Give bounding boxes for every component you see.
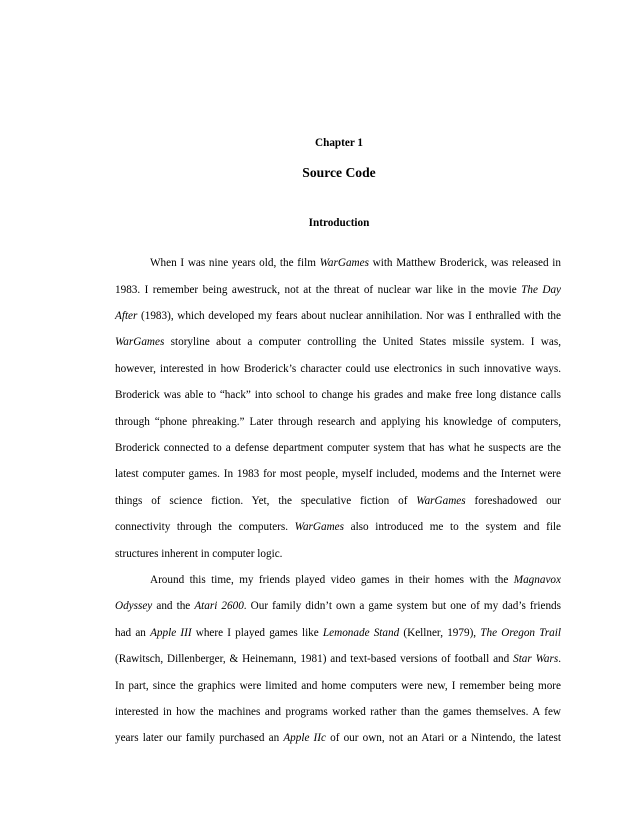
italic-title: WarGames (115, 336, 165, 348)
text-line (115, 733, 561, 744)
text-line (115, 417, 561, 428)
text-line (115, 549, 561, 560)
text-run: . (558, 653, 561, 665)
italic-title: Magnavox (513, 574, 561, 586)
italic-title: WarGames (294, 521, 344, 533)
text-run: Broderick connected to a defense department computer system that has what he suspects are the (115, 442, 561, 454)
text-run: In part, since the graphics were limited and home computers were new, I remember being more (115, 680, 561, 692)
text-line (115, 337, 561, 348)
italic-title: Star Wars (513, 653, 559, 665)
text-run: of our own, not an Atari or a Nintendo, the latest (325, 732, 561, 744)
text-line (115, 469, 561, 480)
text-run: Broderick was able to “hack” into school to change his grades and make free long distance calls (115, 389, 561, 401)
text-line (115, 311, 561, 322)
text-run: 1983. I remember being awestruck, not at the threat of nuclear war like in the movie (115, 284, 522, 296)
text-run: (Kellner, 1979), (399, 627, 481, 639)
italic-title: The Day (521, 284, 561, 296)
text-line (115, 443, 561, 454)
text-run: storyline about a computer controlling the United States missile system. I was, (164, 336, 561, 348)
italic-title: WarGames (319, 257, 369, 269)
text-run: also introduced me to the system and file (343, 521, 562, 533)
text-run: interested in how the machines and programs worked rather than the games themselves. A few (115, 706, 561, 718)
chapter-title: Source Code (302, 165, 376, 180)
text-line (115, 628, 561, 639)
text-line (115, 681, 561, 692)
text-run: had an (115, 627, 151, 639)
italic-title: After (115, 310, 138, 322)
italic-title: Atari 2600 (194, 600, 244, 612)
text-run: and the (152, 600, 195, 612)
italic-title: The Oregon Trail (480, 627, 561, 639)
text-run: foreshadowed our (465, 495, 561, 507)
text-run: things of science fiction. Yet, the speculative fiction of (115, 495, 417, 507)
text-run: structures inherent in computer logic. (115, 548, 283, 560)
text-run: When I was nine years old, the film (150, 257, 320, 269)
text-line (150, 575, 561, 586)
text-line (115, 390, 561, 401)
italic-title: Lemonade Stand (322, 627, 400, 639)
text-run: (Rawitsch, Dillenberger, & Heinemann, 1981) and text-based versions of football and (115, 653, 514, 665)
italic-title: Apple III (150, 627, 192, 639)
text-line (115, 364, 561, 375)
text-line (115, 496, 561, 507)
text-run: . Our family didn’t own a game system but one of my dad’s friends (243, 600, 562, 612)
text-line (115, 707, 561, 718)
text-run: where I played games like (191, 627, 323, 639)
text-run: however, interested in how Broderick’s character could use electronics in such innovative ways. (115, 363, 561, 375)
text-run: latest computer games. In 1983 for most people, myself included, modems and the Internet were (115, 468, 561, 480)
text-run: (1983), which developed my fears about nuclear annihilation. Nor was I enthralled with the (137, 310, 561, 322)
section-heading: Introduction (308, 217, 370, 229)
text-run: years later our family purchased an (115, 732, 284, 744)
chapter-label: Chapter 1 (315, 137, 363, 149)
text-line (115, 522, 561, 533)
text-run: Around this time, my friends played video games in their homes with the (150, 574, 514, 586)
text-line (115, 654, 561, 665)
text-line (115, 601, 561, 612)
text-line (115, 285, 561, 296)
italic-title: WarGames (416, 495, 466, 507)
italic-title: Apple IIc (283, 732, 326, 744)
text-run: connectivity through the computers. (115, 521, 295, 533)
italic-title: Odyssey (115, 600, 153, 612)
text-run: through “phone phreaking.” Later through research and applying his knowledge of computers, (115, 416, 561, 428)
text-line (150, 258, 561, 269)
text-run: with Matthew Broderick, was released in (368, 257, 562, 269)
